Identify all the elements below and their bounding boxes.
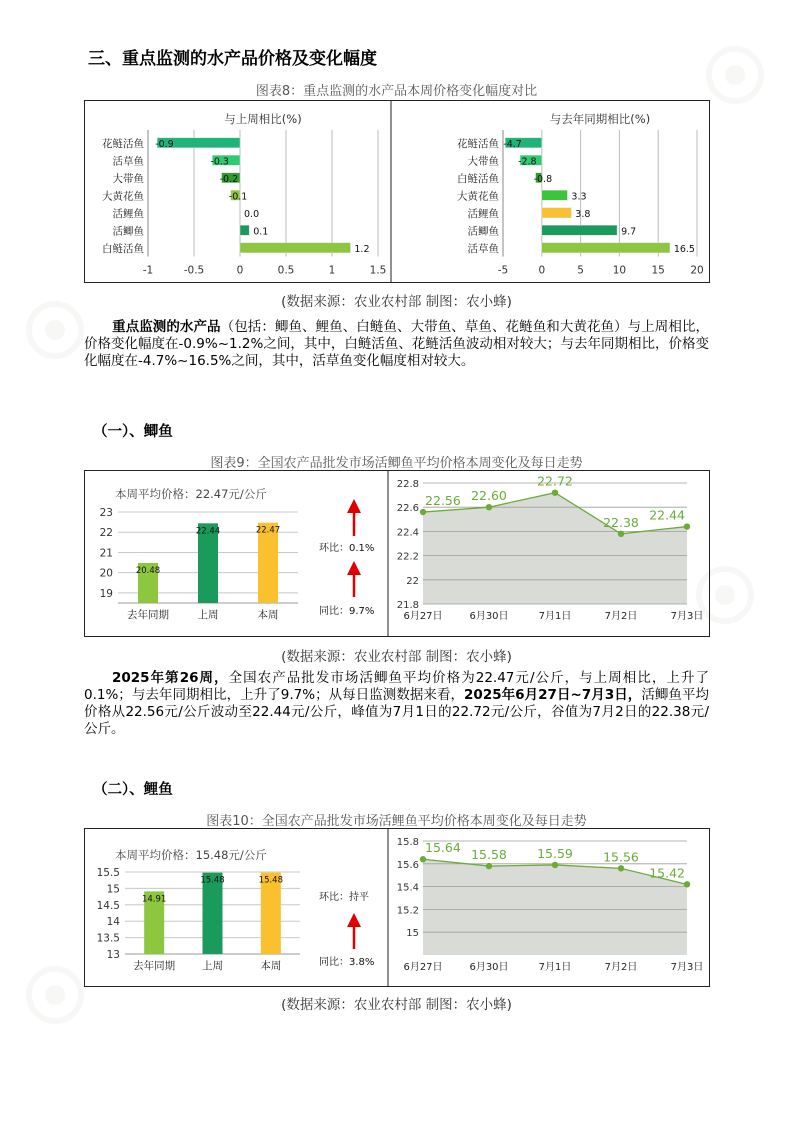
y-tick-label: 15.5 bbox=[96, 867, 120, 879]
y-tick-label: 15.2 bbox=[396, 905, 419, 917]
x-tick-label: 0 bbox=[236, 264, 244, 277]
x-tick-label: 15 bbox=[651, 264, 665, 277]
data-label: 15.59 bbox=[537, 845, 573, 861]
subsection-carp: （二）、鲤鱼 bbox=[93, 782, 173, 798]
area-fill bbox=[423, 859, 687, 955]
figure9-avg-label: 本周平均价格：22.47元/公斤 bbox=[115, 487, 267, 501]
x-tick-label: -5 bbox=[497, 264, 509, 277]
category-label: 大带鱼 bbox=[112, 172, 144, 185]
x-tick-label: 5 bbox=[577, 264, 584, 277]
x-tick-label: 0.5 bbox=[277, 264, 295, 277]
category-label: 活鲫鱼 bbox=[467, 225, 499, 238]
data-label: 15.42 bbox=[649, 865, 685, 881]
data-label: -4.7 bbox=[503, 138, 522, 150]
figure8-caption: 图表8：重点监测的水产品本周价格变化幅度对比 bbox=[255, 84, 538, 99]
data-point bbox=[618, 865, 624, 871]
figure9-frame bbox=[84, 470, 710, 637]
y-tick-label: 13.5 bbox=[96, 932, 120, 945]
data-label: 15.48 bbox=[258, 875, 284, 886]
y-tick-label: 21 bbox=[99, 547, 113, 560]
y-tick-label: 19 bbox=[99, 587, 113, 600]
category-label: 活鲤鱼 bbox=[467, 207, 499, 220]
category-label: 大带鱼 bbox=[467, 155, 499, 168]
x-tick-label: 10 bbox=[612, 264, 627, 277]
up-arrow-icon bbox=[347, 561, 361, 597]
data-label: 22.44 bbox=[195, 526, 221, 537]
category-label: 花鲢活鱼 bbox=[457, 137, 499, 150]
category-label: 上周 bbox=[197, 609, 219, 621]
bar bbox=[542, 190, 568, 200]
y-tick-label: 22.2 bbox=[396, 551, 419, 563]
x-tick-label: 6月27日 bbox=[403, 611, 443, 622]
para1-bold: 重点监测的水产品 bbox=[112, 319, 221, 335]
category-label: 活草鱼 bbox=[467, 242, 499, 255]
figure10-yoy-label: 同比：3.8% bbox=[319, 957, 375, 968]
category-label: 大黄花鱼 bbox=[457, 190, 499, 203]
subsection-crucian: （一）、鲫鱼 bbox=[93, 424, 173, 440]
watermark-logo bbox=[700, 40, 770, 114]
data-label: 15.64 bbox=[425, 840, 461, 856]
figure9-caption: 图表9：全国农产品批发市场活鲫鱼平均价格本周变化及每日走势 bbox=[210, 456, 583, 471]
category-label: 大黄花鱼 bbox=[102, 190, 144, 203]
bar bbox=[542, 208, 571, 218]
data-label: 16.5 bbox=[673, 243, 695, 255]
x-tick-label: -0.5 bbox=[183, 264, 205, 277]
y-tick-label: 22.8 bbox=[396, 479, 419, 490]
y-tick-label: 22 bbox=[99, 527, 113, 540]
data-point bbox=[420, 856, 426, 862]
x-tick-label: 7月3日 bbox=[670, 962, 704, 973]
data-point bbox=[684, 523, 690, 529]
y-tick-label: 13 bbox=[106, 949, 120, 961]
y-tick-label: 20 bbox=[99, 567, 113, 580]
figure9-source: (数据来源：农业农村部 制图：农小蜂) bbox=[281, 649, 512, 665]
bar bbox=[542, 225, 617, 235]
data-point bbox=[618, 531, 624, 537]
y-tick-label: 15.6 bbox=[396, 859, 419, 871]
data-label: 15.48 bbox=[200, 875, 225, 886]
y-tick-label: 22 bbox=[406, 575, 419, 587]
bar bbox=[542, 243, 670, 253]
category-label: 去年同期 bbox=[133, 960, 176, 972]
category-label: 去年同期 bbox=[127, 609, 169, 621]
data-label: 3.8 bbox=[575, 208, 591, 220]
x-tick-label: 7月1日 bbox=[538, 962, 572, 973]
category-label: 花鲢活鱼 bbox=[102, 137, 144, 150]
data-point bbox=[552, 862, 558, 868]
x-tick-label: 1.5 bbox=[369, 264, 387, 277]
y-tick-label: 22.6 bbox=[396, 503, 419, 515]
data-label: 22.60 bbox=[471, 488, 507, 504]
x-tick-label: 7月2日 bbox=[604, 962, 638, 973]
x-tick-label: 6月30日 bbox=[469, 962, 509, 973]
y-tick-label: 14.5 bbox=[96, 899, 120, 912]
figure8-source: (数据来源：农业农村部 制图：农小蜂) bbox=[281, 294, 512, 310]
x-tick-label: 6月27日 bbox=[403, 962, 443, 973]
y-tick-label: 21.8 bbox=[396, 600, 419, 611]
bar bbox=[240, 243, 350, 253]
bar bbox=[240, 225, 249, 235]
para2-bold-1: 2025年第26周， bbox=[112, 670, 229, 686]
y-tick-label: 15 bbox=[406, 928, 419, 940]
data-label: 15.56 bbox=[603, 849, 639, 865]
data-label: -0.9 bbox=[155, 138, 174, 150]
figure10-mom-label: 环比：持平 bbox=[319, 892, 369, 903]
para2-text-1: 全国农产品批发市场活鲫鱼平均价格为22.47元/公斤，与上周相比，上升了0.1%；与去年同期相比，上升了9.7%；从每日监测数据来看， bbox=[84, 670, 709, 703]
data-label: 22.38 bbox=[603, 514, 639, 530]
data-label: -0.8 bbox=[533, 173, 553, 185]
category-label: 白鲢活鱼 bbox=[457, 172, 499, 185]
data-label: 22.47 bbox=[255, 525, 281, 536]
category-label: 本周 bbox=[260, 960, 282, 972]
data-label: 3.3 bbox=[571, 191, 587, 203]
figure9-yoy-label: 同比：9.7% bbox=[319, 606, 375, 617]
data-label: 15.58 bbox=[471, 847, 507, 863]
x-tick-label: 7月2日 bbox=[604, 611, 638, 622]
y-tick-label: 22.4 bbox=[396, 527, 419, 539]
figure9-charts bbox=[85, 471, 709, 636]
chart-title: 与去年同期相比(%) bbox=[549, 112, 651, 126]
x-tick-label: -1 bbox=[142, 264, 154, 277]
data-label: 22.44 bbox=[649, 507, 685, 523]
paragraph-1 bbox=[84, 319, 709, 370]
data-label: 0.0 bbox=[244, 208, 260, 220]
data-point bbox=[420, 509, 426, 515]
figure8-charts bbox=[85, 101, 709, 282]
figure9-mom-label: 环比：0.1% bbox=[319, 543, 375, 554]
category-label: 活鲫鱼 bbox=[112, 225, 144, 238]
category-label: 上周 bbox=[202, 960, 223, 972]
y-tick-label: 15.4 bbox=[396, 882, 419, 894]
data-label: 22.56 bbox=[425, 493, 461, 509]
figure10-avg-label: 本周平均价格：15.48元/公斤 bbox=[115, 848, 267, 862]
data-label: 0.1 bbox=[253, 226, 269, 238]
category-label: 活鲤鱼 bbox=[112, 207, 144, 220]
y-tick-label: 23 bbox=[99, 507, 113, 519]
figure8-frame bbox=[84, 100, 710, 283]
data-label: -0.3 bbox=[210, 156, 229, 168]
figure10-frame bbox=[84, 828, 710, 987]
para1-text: （包括：鲫鱼、鲤鱼、白鲢鱼、大带鱼、草鱼、花鲢鱼和大黄花鱼）与上周相比，价格变化幅度在-0.9%~1.2%之间，其中，白鲢活鱼、花鲢活鱼波动相对较大；与去年同期相比，价格变化幅度在-4.7%~16.5%之间，其中，活草鱼变化幅度相对较大。 bbox=[84, 319, 710, 369]
paragraph-2 bbox=[84, 670, 709, 738]
data-point bbox=[486, 863, 492, 869]
y-tick-label: 15.8 bbox=[396, 837, 419, 848]
x-tick-label: 7月3日 bbox=[670, 611, 704, 622]
figure10-caption: 图表10：全国农产品批发市场活鲤鱼平均价格本周变化及每日走势 bbox=[206, 814, 587, 829]
para2-bold-2: 2025年6月27日~7月3日， bbox=[464, 687, 642, 703]
data-label: -0.1 bbox=[228, 191, 248, 203]
figure10-source: (数据来源：农业农村部 制图：农小蜂) bbox=[281, 997, 512, 1013]
data-label: 20.48 bbox=[135, 565, 161, 576]
x-tick-label: 0 bbox=[538, 264, 546, 277]
x-tick-label: 7月1日 bbox=[538, 611, 572, 622]
category-label: 白鲢活鱼 bbox=[102, 242, 144, 255]
category-label: 活草鱼 bbox=[112, 155, 144, 168]
figure10-charts bbox=[85, 829, 709, 986]
para2-text-2: 活鲫鱼平均价格从22.56元/公斤波动至22.44元/公斤，峰值为7月1日的22.72元/公斤，谷值为7月2日的22.38元/公斤。 bbox=[84, 687, 710, 737]
up-arrow-icon bbox=[347, 913, 361, 949]
x-tick-label: 20 bbox=[690, 264, 704, 277]
x-tick-label: 6月30日 bbox=[469, 611, 509, 622]
y-tick-label: 14 bbox=[106, 916, 120, 929]
data-label: 22.72 bbox=[537, 473, 573, 489]
data-point bbox=[486, 504, 492, 510]
category-label: 本周 bbox=[257, 609, 279, 621]
data-label: -2.8 bbox=[518, 156, 537, 168]
y-tick-label: 15 bbox=[106, 883, 120, 896]
data-label: 14.91 bbox=[141, 894, 167, 905]
chart-title: 与上周相比(%) bbox=[224, 112, 302, 126]
x-tick-label: 1 bbox=[328, 264, 336, 277]
data-label: -0.2 bbox=[219, 173, 239, 185]
data-point bbox=[684, 881, 690, 887]
section-title: 三、重点监测的水产品价格及变化幅度 bbox=[88, 49, 377, 69]
data-label: 9.7 bbox=[621, 226, 637, 238]
data-label: 1.2 bbox=[354, 243, 370, 255]
up-arrow-icon bbox=[347, 499, 361, 536]
data-point bbox=[552, 489, 558, 495]
